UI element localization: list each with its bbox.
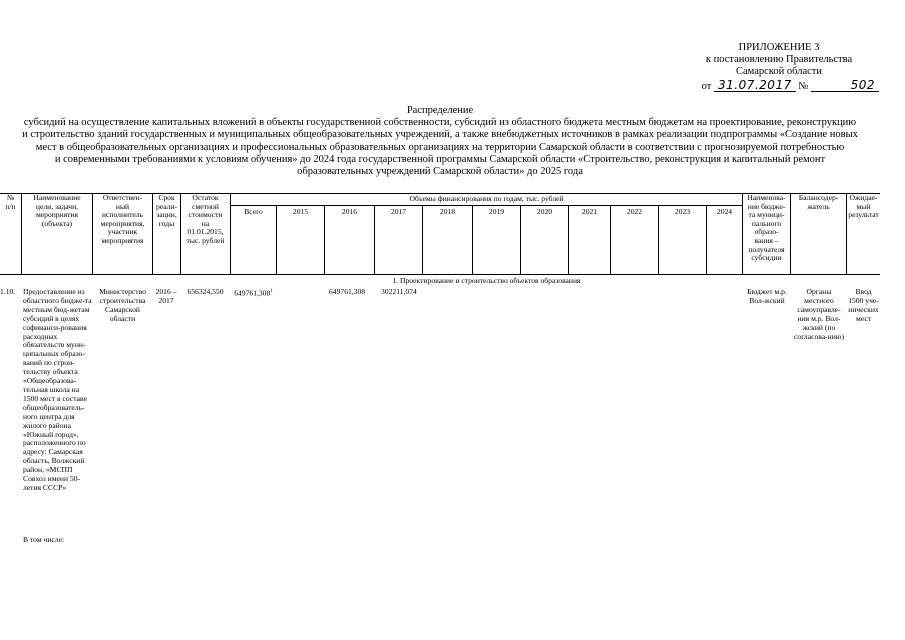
header-year-2024: 2024 [716,208,733,216]
header-funding: Объемы финансирования по годам, тыс. рублей [409,195,564,203]
title-line-2: и строительство зданий государственных и муниципальных общеобразовательных учреждений, а также внебюджетных источников в рамках реализации подпрограммы «Создание новых [22,129,858,141]
row-2016: 649761,308 [329,288,366,296]
header-year-2020: 2020 [536,208,553,216]
header-executor: Ответствен- ный исполнитель мероприятия, участник мероприятия [100,194,145,245]
header-num: № п/п [5,194,16,211]
appendix-header [679,42,879,93]
title-line-3: мест в общеобразовательных организациях и профессиональных образовательных организациях на территории Самарской области в соответствии с прогнозируемой потребностью [35,141,845,153]
row-result: Ввод 1500 уче-нических мест [848,288,879,323]
header-balance: Остаток сметной стоимости на 01.01.2015, тыс. рублей [186,194,225,245]
header-total: Всего [244,208,263,216]
title-line-1: субсидий на осуществление капитальных вложений в объекты государственной собственности, субсидий из областного бюджета местным бюджетам на проектирование, реконструкцию [23,117,857,129]
header-term: Срок реали- зации, годы [155,194,178,228]
header-year-2015: 2015 [292,208,309,216]
row-holder: Органы местного самоуправле-ния м.р. Вол-жский (по согласова-нию) [794,288,844,341]
row-total [231,288,276,298]
header-year-2019: 2019 [488,208,505,216]
header-name: Наименование цели, задачи, мероприятия (объекта) [33,194,81,228]
header-bottom-border [0,274,880,275]
document-title [0,105,880,178]
row-balance: 656324,550 [187,288,224,296]
funding-header-divider [230,205,742,206]
title-heading: Распределение [406,105,474,116]
number-prefix: № [798,81,809,92]
col-divider [230,193,231,274]
date-prefix: от [701,81,712,92]
row-total-value: 649761,308 [234,288,271,298]
appendix-line2: к постановлению Правительства [705,54,853,65]
header-year-2018: 2018 [439,208,456,216]
handwritten-date: 31.07.2017 [714,79,796,92]
appendix-label: ПРИЛОЖЕНИЕ 3 [738,42,820,53]
row-total-footnote: 1 [270,289,273,294]
title-line-4: и современными требованиями к условиям обучения» до 2024 года государственной программы Самарской области «Строительство, реконструкция и капитальный ремонт [54,153,826,165]
header-year-2022: 2022 [626,208,643,216]
header-year-2016: 2016 [341,208,358,216]
row-2017: 302211,074 [381,288,417,296]
row-num: 1.10. [0,288,16,296]
title-line-5: образовательных учреждений Самарской области» до 2025 года [297,166,583,178]
row-name: Предоставление из областного бюдже-та местным бюд-жетам субсидий в целях софинанси-рования расходных обязательств муни-ципальных образо-ваний по строи-тельству объекта «Общеобразова-тельная школа на 1500 мест в составе общеобразователь-ного центра для жилого района «Южный город», расположенного по адресу: Самарская область, Волжский район, «МСПП Совхоз имени 50-летия СССР» [23,288,92,492]
row-executor: Министерство строительства Самарской области [99,288,146,323]
header-year-2021: 2021 [581,208,598,216]
header-result: Ожидае- мый результат [848,194,879,220]
appendix-line3: Самарской области [736,66,822,77]
appendix-dateline [679,79,879,93]
handwritten-number: 502 [811,79,879,92]
row-recipient: Бюджет м.р. Вол-жский [747,288,787,305]
subtotal-label: В том числе: [23,536,65,544]
row-term: 2016 – 2017 [155,288,177,305]
header-year-2023: 2023 [674,208,691,216]
header-holder: Балансодер- жатель [798,194,839,211]
header-recipient: Наименова- ние бюдже- та муници- пального образо- вания – получателя субсидии [747,194,786,263]
section-title: 1. Проектирование и строительство объектов образования [392,277,581,285]
header-year-2017: 2017 [390,208,407,216]
